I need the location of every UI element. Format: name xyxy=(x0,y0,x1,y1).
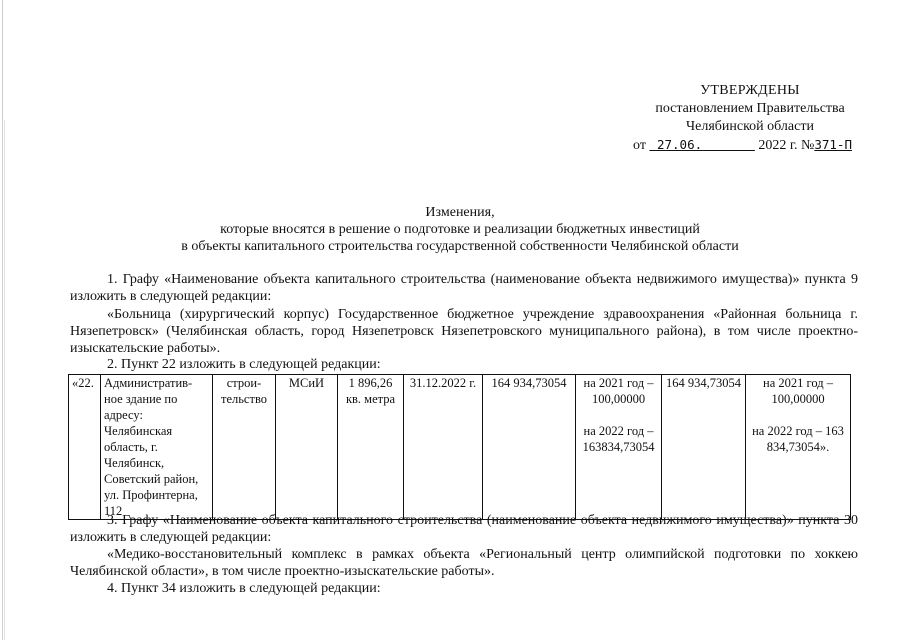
cell-deadline: 31.12.2022 г. xyxy=(404,375,483,520)
approval-heading: УТВЕРЖДЕНЫ xyxy=(700,83,800,98)
approval-stamp-block xyxy=(620,82,880,155)
item-22-table xyxy=(68,374,851,520)
cell-yearly-amounts-a xyxy=(576,375,662,520)
date-prefix: от xyxy=(633,138,646,153)
cell-agency: МСиИ xyxy=(276,375,338,520)
date-value: 27.06. xyxy=(656,137,703,152)
scan-edge-line xyxy=(2,0,3,640)
title-line-3: в объекты капитального строительства государственной собственности Челябинской области xyxy=(181,239,739,254)
year-2021-amount: на 2021 год – 100,00000 xyxy=(583,376,654,406)
paragraph-item-1 xyxy=(70,271,858,305)
paragraph-item-1-content xyxy=(70,306,858,357)
paragraph-text: 1. Графу «Наименование объекта капитального строительства (наименование объекта недвижимого имущества)» пункта 9 изложить в следующей редакции: xyxy=(70,272,858,304)
paragraph-text: «Медико-восстановительный комплекс в рамках объекта «Региональный центр олимпийской подготовки по хоккею Челябинской области», в том числе проектно-изыскательские работы». xyxy=(70,547,858,579)
cell-estimated-cost: 164 934,73054 xyxy=(483,375,576,520)
paragraph-item-3-content xyxy=(70,546,858,580)
cell-yearly-amounts-b xyxy=(746,375,851,520)
paragraph-item-3 xyxy=(70,512,858,546)
cell-work-type: строи-тельство xyxy=(213,375,276,520)
title-line-1: Изменения, xyxy=(425,205,495,220)
year-2021-amount: на 2021 год – 100,00000 xyxy=(763,376,833,406)
paragraph-item-2 xyxy=(70,356,858,373)
year-2022-amount: на 2022 год – 163834,73054 xyxy=(582,424,655,454)
paragraph-text: 2. Пункт 22 изложить в следующей редакции: xyxy=(107,357,381,372)
paragraph-text: 3. Графу «Наименование объекта капитального строительства (наименование объекта недвижимого имущества)» пункта 30 изложить в следующей редакции: xyxy=(70,513,858,545)
scan-edge-line-faint xyxy=(4,120,5,640)
approval-line-government: постановлением Правительства xyxy=(655,101,845,116)
title-line-2: которые вносятся в решение о подготовке и реализации бюджетных инвестиций xyxy=(220,222,700,237)
approval-line-region: Челябинской области xyxy=(686,119,814,134)
table-row xyxy=(69,375,851,520)
paragraph-text: «Больница (хирургический корпус) Государственное бюджетное учреждение здравоохранения «Районная больница г. Нязепетровск» (Челябинская область, город Нязепетровск Нязепетровского муниципального района), в том числе проектно-изыскательские работы». xyxy=(70,307,858,356)
cell-object-name: Административ-ное здание по адресу: Челябинская область, г. Челябинск, Советский район, ул. Профинтерна, 112 xyxy=(101,375,213,520)
year-2022-amount: на 2022 год – 163 834,73054». xyxy=(752,424,844,454)
paragraph-item-4 xyxy=(70,580,858,597)
cell-capacity: 1 896,26 кв. метра xyxy=(338,375,404,520)
approval-date-line xyxy=(620,136,880,155)
document-title xyxy=(70,204,850,255)
cell-total: 164 934,73054 xyxy=(662,375,746,520)
cell-item-number: «22. xyxy=(69,375,101,520)
decree-number: 371-П xyxy=(814,137,852,152)
year-and-number-label: 2022 г. № xyxy=(758,138,815,153)
paragraph-text: 4. Пункт 34 изложить в следующей редакции: xyxy=(107,581,381,596)
date-filled xyxy=(649,137,754,152)
